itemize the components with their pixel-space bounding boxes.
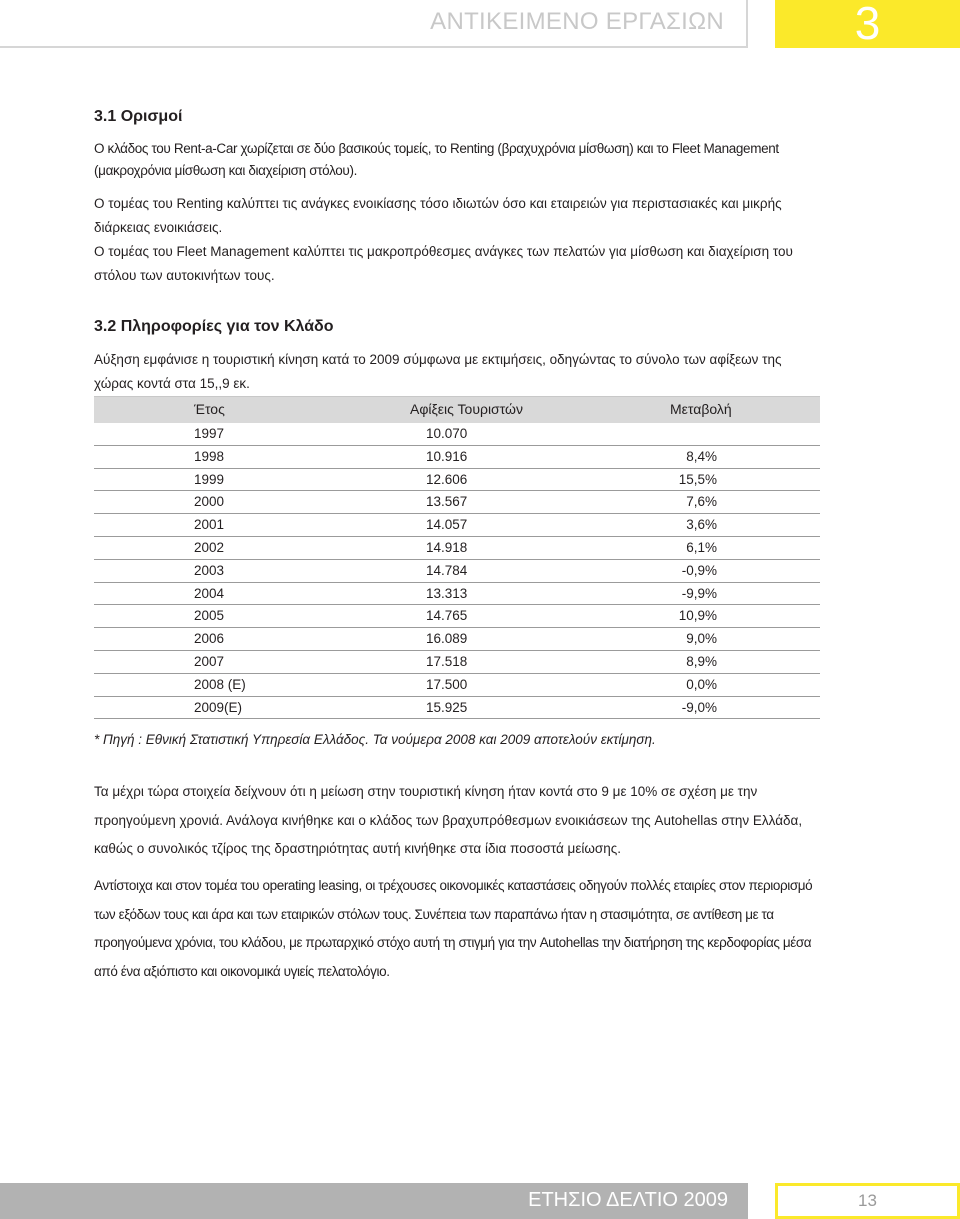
column-header-change: Μεταβολή bbox=[670, 401, 732, 417]
cell-year: 2005 bbox=[194, 608, 225, 624]
table-row bbox=[94, 423, 820, 446]
table-row bbox=[94, 491, 820, 514]
table-footnote: * Πηγή : Εθνική Στατιστική Υπηρεσία Ελλάδος. Τα νούμερα 2008 και 2009 αποτελούν εκτίμηση. bbox=[94, 732, 656, 747]
cell-year: 2000 bbox=[194, 494, 225, 510]
header-title: ΑΝΤΙΚΕΙΜΕΝΟ ΕΡΓΑΣΙΩΝ bbox=[430, 8, 724, 35]
cell-year: 2008 (E) bbox=[194, 676, 246, 692]
cell-change: -9,9% bbox=[681, 585, 717, 601]
table-row bbox=[94, 605, 820, 628]
cell-change: 10,9% bbox=[678, 608, 717, 624]
page-number-box bbox=[775, 1183, 960, 1219]
cell-arrivals: 14.057 bbox=[426, 517, 468, 533]
cell-year: 1997 bbox=[194, 426, 225, 441]
cell-arrivals: 13.567 bbox=[426, 494, 468, 510]
cell-change: 0,0% bbox=[686, 676, 717, 692]
cell-arrivals: 17.500 bbox=[426, 676, 468, 692]
page-footer bbox=[0, 1183, 748, 1219]
body-paragraph-2: Αντίστοιχα και στον τομέα του operating leasing, οι τρέχουσες οικονομικές καταστάσεις οδηγούν πολλές εταιρίες στον περιορισμό των εξόδων τους και άρα και των εταιρικών στόλων τους. Συνέπεια των παραπάνω ήταν η στασιμότητα, σε αντίθεση με τα προηγούμενα χρόνια, του κλάδου, με πρωταρχικό στόχο αυτή τη στιγμή για την Autohellas την διατήρηση της κερδοφορίας μέσα από ένα αξιόπιστο και οικονομικά υγιείς πελατολόγιο. bbox=[94, 878, 813, 979]
cell-year: 2002 bbox=[194, 539, 225, 555]
cell-arrivals: 16.089 bbox=[426, 631, 468, 647]
cell-arrivals: 14.918 bbox=[426, 539, 468, 555]
table-row bbox=[94, 674, 820, 697]
cell-arrivals: 12.606 bbox=[426, 471, 468, 487]
cell-arrivals: 15.925 bbox=[426, 699, 468, 715]
cell-year: 2001 bbox=[194, 517, 225, 533]
section-1-paragraph-2: Ο τομέας του Renting καλύπτει τις ανάγκες ενοικίασης τόσο ιδιωτών όσο και εταιρειών για περιστασιακές και μικρής διάρκειας ενοικιάσεις. bbox=[94, 196, 782, 235]
table-row bbox=[94, 469, 820, 492]
cell-year: 2009(E) bbox=[194, 699, 243, 715]
column-header-arrivals: Αφίξεις Τουριστών bbox=[410, 401, 523, 417]
table-row bbox=[94, 651, 820, 674]
cell-year: 1999 bbox=[194, 471, 225, 487]
table-body bbox=[94, 423, 820, 719]
cell-year: 2006 bbox=[194, 631, 225, 647]
cell-year: 2003 bbox=[194, 562, 225, 578]
table-row bbox=[94, 560, 820, 583]
cell-arrivals: 13.313 bbox=[426, 585, 468, 601]
page-number: 13 bbox=[858, 1191, 877, 1210]
table-row bbox=[94, 628, 820, 651]
cell-arrivals: 17.518 bbox=[426, 653, 468, 669]
cell-arrivals: 14.784 bbox=[426, 562, 468, 578]
table-row bbox=[94, 697, 820, 720]
cell-arrivals: 10.916 bbox=[426, 448, 468, 464]
table-row bbox=[94, 514, 820, 537]
chapter-badge bbox=[775, 0, 960, 48]
cell-change: 15,5% bbox=[678, 471, 717, 487]
cell-change: 3,6% bbox=[686, 517, 717, 533]
cell-year: 1998 bbox=[194, 448, 225, 464]
section-1-paragraph-3: Ο τομέας του Fleet Management καλύπτει τις μακροπρόθεσμες ανάγκες των πελατών για μίσθωση και διαχείριση του στόλου των αυτοκινήτων τους. bbox=[94, 244, 793, 283]
body-paragraph-1: Τα μέχρι τώρα στοιχεία δείχνουν ότι η μείωση στην τουριστική κίνηση ήταν κοντά στο 9 με 10% σε σχέση με την προηγούμενη χρονιά. Ανάλογα κινήθηκε και ο κλάδος των βραχυπρόθεσμων ενοικιάσεων της Autohellas στην Ελλάδα, καθώς ο συνολικός τζίρος της δραστηριότητας αυτή κινήθηκε στα ίδια ποσοστά μείωσης. bbox=[94, 784, 803, 856]
cell-change: 9,0% bbox=[686, 631, 717, 647]
cell-change: 8,9% bbox=[686, 653, 717, 669]
column-header-year: Έτος bbox=[194, 401, 225, 417]
tourist-arrivals-table bbox=[94, 396, 820, 719]
cell-year: 2007 bbox=[194, 653, 225, 669]
cell-change: 6,1% bbox=[686, 539, 717, 555]
section-2-paragraph-1: Αύξηση εμφάνισε η τουριστική κίνηση κατά το 2009 σύμφωνα με εκτιμήσεις, οδηγώντας το σύνολο των αφίξεων της χώρας κοντά στα 15,,9 εκ. bbox=[94, 352, 782, 391]
chapter-number: 3 bbox=[854, 0, 881, 49]
cell-change: 8,4% bbox=[686, 448, 717, 464]
page-header bbox=[0, 0, 748, 48]
cell-change: -0,9% bbox=[681, 562, 717, 578]
cell-arrivals: 10.070 bbox=[426, 426, 468, 441]
table-row bbox=[94, 446, 820, 469]
section-1-paragraph-1: Ο κλάδος του Rent-a-Car χωρίζεται σε δύο βασικούς τομείς, το Renting (βραχυχρόνια μίσθωση) και το Fleet Management (μακροχρόνια μίσθωση και διαχείριση στόλου). bbox=[94, 141, 779, 178]
cell-change: -9,0% bbox=[681, 699, 717, 715]
table-row bbox=[94, 583, 820, 606]
cell-year: 2004 bbox=[194, 585, 225, 601]
section-1-title: 3.1 Ορισμοί bbox=[94, 108, 183, 125]
section-2-title: 3.2 Πληροφορίες για τον Κλάδο bbox=[94, 318, 334, 335]
footer-title: ΕΤΗΣΙΟ ΔΕΛΤΙΟ 2009 bbox=[528, 1189, 728, 1211]
cell-change: 7,6% bbox=[686, 494, 717, 510]
table-header-row bbox=[94, 396, 820, 423]
table-row bbox=[94, 537, 820, 560]
cell-arrivals: 14.765 bbox=[426, 608, 468, 624]
